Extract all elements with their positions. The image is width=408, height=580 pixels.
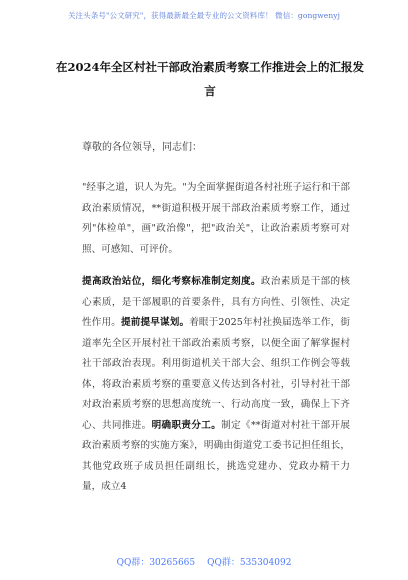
salutation: 尊敬的各位领导，同志们：	[82, 142, 202, 153]
qq-group-2: QQ群：535304092	[207, 558, 292, 568]
qq-group-1: QQ群：30265665	[116, 558, 196, 568]
document-title: 在2024年全区村社干部政治素质考察工作推进会上的汇报发言	[55, 60, 364, 98]
paragraph-intro: "经事之道，识人为先。"为全面掌握街道各村社班子运行和干部政治素质情况，**街道积极开展干部政治素质考察工作，通过列"体检单"，画"政治像"，把"政治关"，让政治素质考察可对照、可感知、可评价。	[82, 182, 350, 255]
body-text-3: 制定《**街道对村社干部开展政治素质考察的实施方案》，明确由街道党工委书记担任组长，其他党政班子成员担任副组长，挑选党建办、党政办精干力量，成立4	[82, 419, 351, 492]
footer-contact	[0, 555, 408, 568]
paragraph-body	[82, 272, 350, 498]
heading-clarify-duties: 明确职责分工。	[151, 419, 222, 431]
heading-early-planning: 提前提早谋划。	[120, 317, 190, 328]
body-text-2: 着眼于2025年村社换届选举工作，街道率先全区开展村社干部政治素质考察，以便全面了解掌握村社干部政治表现。利用街道机关干部大会、组织工作例会等载体，将政治素质考察的重要意义传达到各村社，引导村社干部对政治素质考察的思想高度统一、行动高度一致，确保上下齐心、共同推进。	[82, 317, 351, 431]
promo-banner: 关注头条号"公文研究"，获得最新最全最专业的公文资料库！ 微信：gongwenyj	[67, 11, 341, 20]
heading-political-stance: 提高政治站位，细化考察标准制定刻度。	[82, 276, 261, 287]
body-text-1: 政治素质是干部的核心素质，是干部履职的首要条件，具有方向性、引领性、决定性作用。	[82, 276, 351, 328]
